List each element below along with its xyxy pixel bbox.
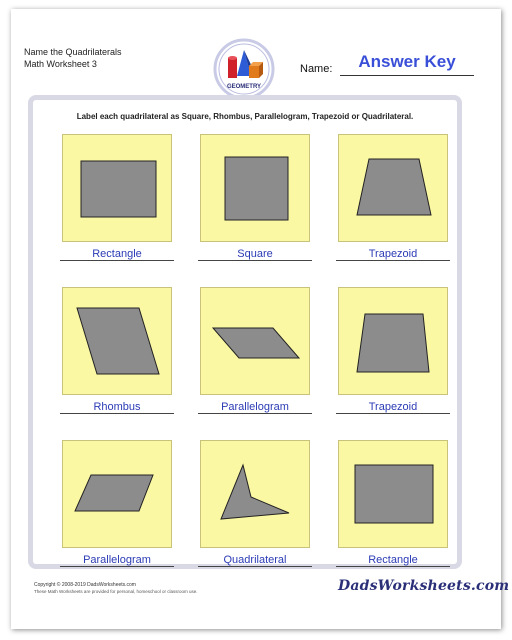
- problem-cell: [62, 287, 172, 395]
- answer-line: [198, 566, 312, 567]
- problem-answer: Rectangle: [92, 248, 142, 260]
- rectangle-shape: [63, 135, 173, 243]
- logo-text: GEOMETRY: [226, 84, 262, 90]
- problem-answer: Rectangle: [368, 554, 418, 566]
- square-shape: [201, 135, 311, 243]
- answer-line: [336, 566, 450, 567]
- problem-cell: [338, 134, 448, 242]
- answer-line: [60, 413, 174, 414]
- problem-cell: [338, 287, 448, 395]
- problem-answer: Parallelogram: [221, 401, 289, 413]
- answer-line: [60, 566, 174, 567]
- instructions: Label each quadrilateral as Square, Rhombus, Parallelogram, Trapezoid or Quadrilateral.: [76, 112, 414, 121]
- parallelogram-shape: [201, 288, 311, 396]
- name-label: Name:: [300, 63, 333, 75]
- answer-line: [336, 413, 450, 414]
- parallelogram-shape: [63, 441, 173, 549]
- answer-key: Answer Key: [358, 52, 456, 71]
- problem-answer: Trapezoid: [368, 401, 418, 413]
- brand-logo: DadsWorksheets.com: [338, 578, 510, 594]
- name-line: [340, 75, 474, 76]
- problem-answer: Trapezoid: [368, 248, 418, 260]
- problem-answer: Quadrilateral: [223, 554, 287, 566]
- quadrilateral-shape: [201, 441, 311, 549]
- problem-cell: [62, 134, 172, 242]
- geometry-logo: [213, 38, 275, 100]
- problem-answer: Square: [237, 248, 273, 260]
- problem-cell: [200, 287, 310, 395]
- trapezoid-shape: [339, 288, 449, 396]
- trapezoid-shape: [339, 135, 449, 243]
- answer-line: [60, 260, 174, 261]
- worksheet-title: Name the Quadrilaterals: [24, 47, 122, 57]
- rectangle-shape: [339, 441, 449, 549]
- problem-answer: Rhombus: [93, 401, 141, 413]
- copyright-text: Copyright © 2008-2019 DadsWorksheets.com: [34, 582, 136, 588]
- answer-line: [198, 260, 312, 261]
- answer-line: [336, 260, 450, 261]
- worksheet-subtitle: Math Worksheet 3: [24, 59, 97, 69]
- problem-cell: [62, 440, 172, 548]
- problem-cell: [200, 134, 310, 242]
- problem-answer: Parallelogram: [83, 554, 151, 566]
- problem-cell: [200, 440, 310, 548]
- answer-line: [198, 413, 312, 414]
- usage-notice: These Math Worksheets are provided for personal, homeschool or classroom use.: [34, 589, 198, 594]
- rhombus-shape: [63, 288, 173, 396]
- problem-cell: [338, 440, 448, 548]
